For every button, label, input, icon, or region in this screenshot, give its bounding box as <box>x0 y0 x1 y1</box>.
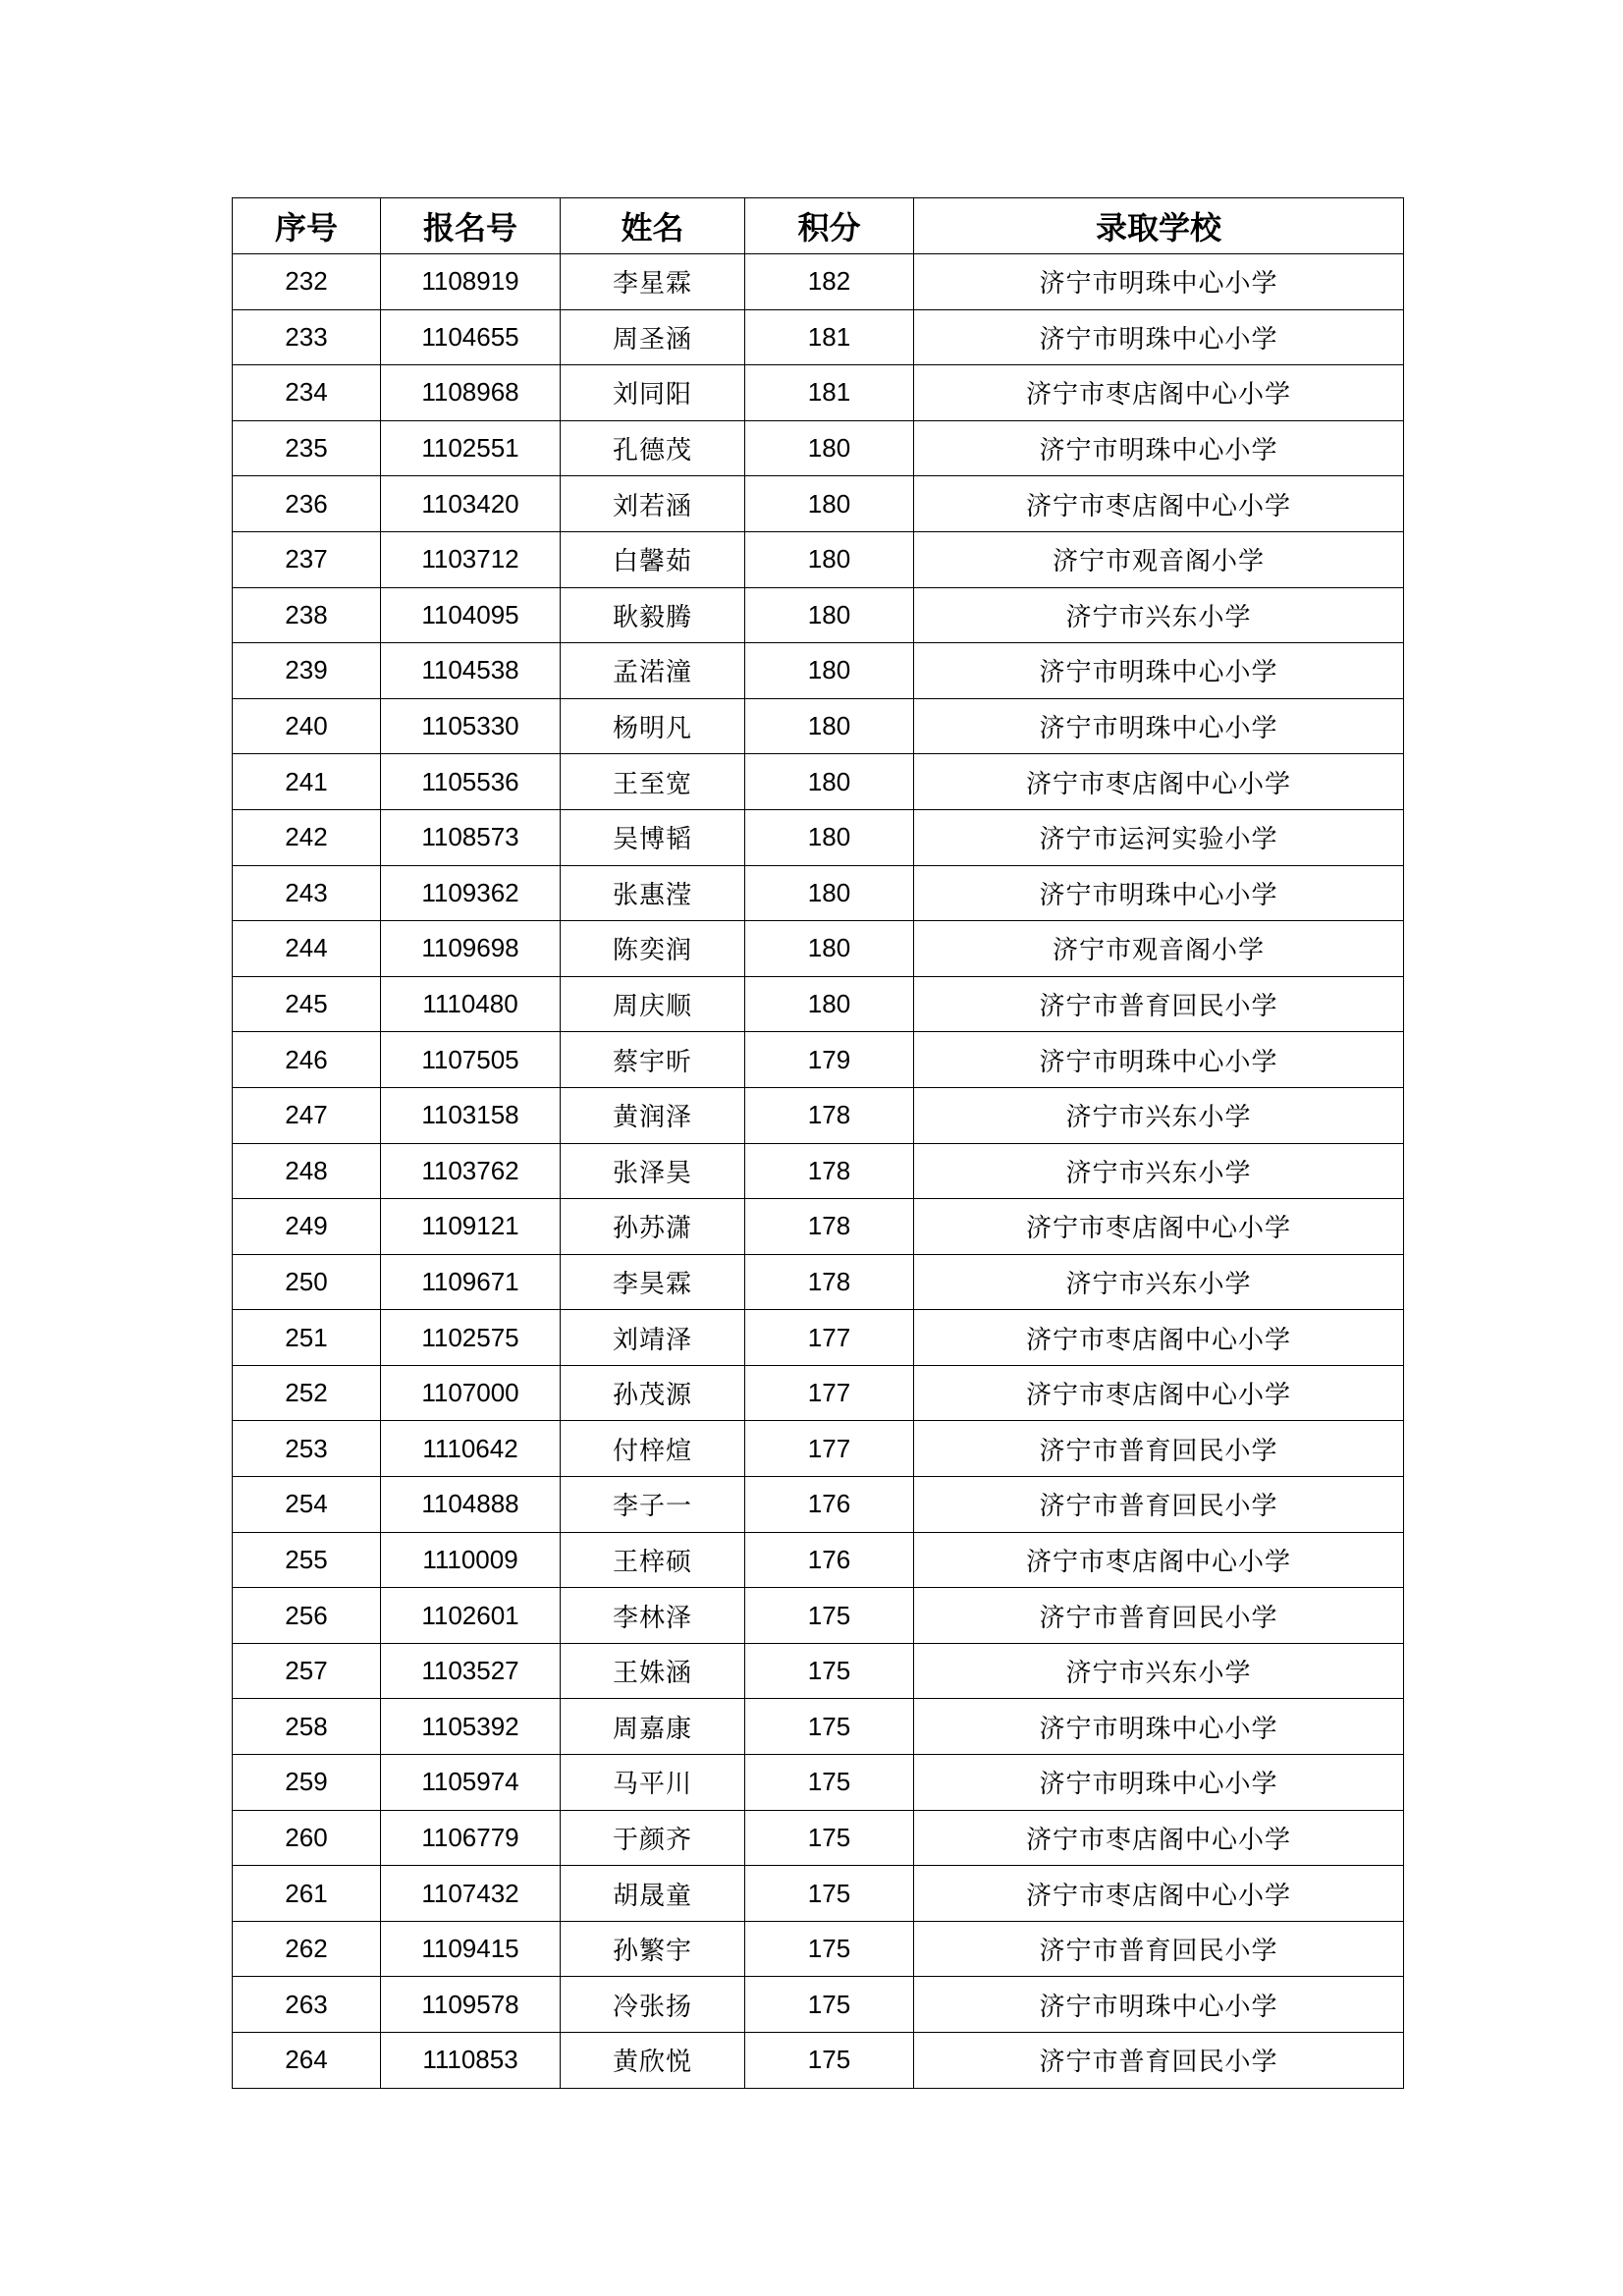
cell-reg-no: 1109578 <box>381 1977 561 2033</box>
table-row <box>233 476 1404 532</box>
cell-school: 济宁市明珠中心小学 <box>914 420 1404 476</box>
cell-name: 周庆顺 <box>561 976 745 1032</box>
cell-index: 260 <box>233 1810 381 1866</box>
cell-score: 180 <box>745 754 914 810</box>
table-row <box>233 1643 1404 1699</box>
table-row <box>233 1087 1404 1143</box>
cell-score: 175 <box>745 1810 914 1866</box>
cell-school: 济宁市枣店阁中心小学 <box>914 1866 1404 1922</box>
cell-reg-no: 1103762 <box>381 1143 561 1199</box>
cell-reg-no: 1104538 <box>381 643 561 699</box>
cell-score: 175 <box>745 1755 914 1811</box>
header-school: 录取学校 <box>914 198 1404 254</box>
table-row <box>233 754 1404 810</box>
cell-index: 238 <box>233 587 381 643</box>
table-row <box>233 1866 1404 1922</box>
cell-reg-no: 1109121 <box>381 1199 561 1255</box>
cell-index: 249 <box>233 1199 381 1255</box>
cell-name: 刘靖泽 <box>561 1310 745 1366</box>
table-row <box>233 1921 1404 1977</box>
cell-score: 177 <box>745 1365 914 1421</box>
cell-score: 182 <box>745 254 914 310</box>
cell-school: 济宁市普育回民小学 <box>914 1477 1404 1533</box>
cell-name: 耿毅腾 <box>561 587 745 643</box>
table-row <box>233 254 1404 310</box>
cell-school: 济宁市枣店阁中心小学 <box>914 1532 1404 1588</box>
cell-index: 263 <box>233 1977 381 2033</box>
cell-index: 254 <box>233 1477 381 1533</box>
cell-index: 246 <box>233 1032 381 1088</box>
cell-score: 180 <box>745 976 914 1032</box>
cell-score: 178 <box>745 1254 914 1310</box>
cell-reg-no: 1108573 <box>381 809 561 865</box>
cell-school: 济宁市兴东小学 <box>914 587 1404 643</box>
table-row <box>233 1977 1404 2033</box>
cell-name: 黄欣悦 <box>561 2033 745 2089</box>
cell-school: 济宁市普育回民小学 <box>914 1588 1404 1644</box>
cell-name: 刘同阳 <box>561 365 745 421</box>
cell-score: 177 <box>745 1421 914 1477</box>
table-row <box>233 809 1404 865</box>
cell-name: 孙繁宇 <box>561 1921 745 1977</box>
cell-reg-no: 1110009 <box>381 1532 561 1588</box>
table-row <box>233 1532 1404 1588</box>
cell-index: 262 <box>233 1921 381 1977</box>
cell-score: 176 <box>745 1532 914 1588</box>
cell-score: 175 <box>745 2033 914 2089</box>
table-row <box>233 1477 1404 1533</box>
cell-score: 175 <box>745 1699 914 1755</box>
admission-table <box>232 197 1404 2089</box>
cell-index: 257 <box>233 1643 381 1699</box>
table-row <box>233 1588 1404 1644</box>
cell-score: 180 <box>745 531 914 587</box>
cell-score: 180 <box>745 587 914 643</box>
cell-index: 239 <box>233 643 381 699</box>
cell-index: 242 <box>233 809 381 865</box>
cell-name: 蔡宇昕 <box>561 1032 745 1088</box>
cell-name: 付梓煊 <box>561 1421 745 1477</box>
cell-reg-no: 1110480 <box>381 976 561 1032</box>
cell-reg-no: 1104655 <box>381 309 561 365</box>
cell-score: 181 <box>745 309 914 365</box>
cell-name: 杨明凡 <box>561 698 745 754</box>
cell-reg-no: 1108968 <box>381 365 561 421</box>
cell-reg-no: 1103712 <box>381 531 561 587</box>
cell-score: 180 <box>745 809 914 865</box>
cell-score: 176 <box>745 1477 914 1533</box>
cell-reg-no: 1109415 <box>381 1921 561 1977</box>
cell-name: 李星霖 <box>561 254 745 310</box>
cell-school: 济宁市普育回民小学 <box>914 1421 1404 1477</box>
table-row <box>233 2033 1404 2089</box>
cell-score: 180 <box>745 921 914 977</box>
table-row <box>233 921 1404 977</box>
cell-reg-no: 1102575 <box>381 1310 561 1366</box>
cell-index: 244 <box>233 921 381 977</box>
cell-name: 黄润泽 <box>561 1087 745 1143</box>
table-row <box>233 1199 1404 1255</box>
table-row <box>233 531 1404 587</box>
cell-reg-no: 1107432 <box>381 1866 561 1922</box>
cell-name: 孙茂源 <box>561 1365 745 1421</box>
cell-score: 175 <box>745 1977 914 2033</box>
cell-name: 周圣涵 <box>561 309 745 365</box>
cell-school: 济宁市普育回民小学 <box>914 976 1404 1032</box>
cell-index: 232 <box>233 254 381 310</box>
cell-school: 济宁市枣店阁中心小学 <box>914 754 1404 810</box>
cell-score: 175 <box>745 1921 914 1977</box>
cell-name: 刘若涵 <box>561 476 745 532</box>
cell-reg-no: 1109698 <box>381 921 561 977</box>
header-reg-no: 报名号 <box>381 198 561 254</box>
cell-score: 178 <box>745 1087 914 1143</box>
table-row <box>233 1254 1404 1310</box>
cell-index: 261 <box>233 1866 381 1922</box>
cell-name: 王姝涵 <box>561 1643 745 1699</box>
table-row <box>233 1365 1404 1421</box>
cell-school: 济宁市明珠中心小学 <box>914 865 1404 921</box>
cell-reg-no: 1105974 <box>381 1755 561 1811</box>
cell-score: 180 <box>745 643 914 699</box>
cell-index: 259 <box>233 1755 381 1811</box>
cell-name: 孔德茂 <box>561 420 745 476</box>
cell-school: 济宁市兴东小学 <box>914 1254 1404 1310</box>
table-row <box>233 1810 1404 1866</box>
cell-name: 马平川 <box>561 1755 745 1811</box>
cell-score: 178 <box>745 1199 914 1255</box>
cell-index: 235 <box>233 420 381 476</box>
cell-school: 济宁市兴东小学 <box>914 1087 1404 1143</box>
cell-reg-no: 1106779 <box>381 1810 561 1866</box>
table-row <box>233 976 1404 1032</box>
table-row <box>233 698 1404 754</box>
table-row <box>233 587 1404 643</box>
cell-reg-no: 1105330 <box>381 698 561 754</box>
cell-school: 济宁市明珠中心小学 <box>914 1699 1404 1755</box>
cell-index: 264 <box>233 2033 381 2089</box>
table-row <box>233 420 1404 476</box>
cell-index: 241 <box>233 754 381 810</box>
cell-reg-no: 1105536 <box>381 754 561 810</box>
cell-school: 济宁市明珠中心小学 <box>914 1977 1404 2033</box>
cell-reg-no: 1110642 <box>381 1421 561 1477</box>
cell-score: 181 <box>745 365 914 421</box>
cell-reg-no: 1109362 <box>381 865 561 921</box>
table-row <box>233 1032 1404 1088</box>
table-header-row <box>233 198 1404 254</box>
cell-score: 177 <box>745 1310 914 1366</box>
cell-school: 济宁市兴东小学 <box>914 1143 1404 1199</box>
cell-school: 济宁市枣店阁中心小学 <box>914 1365 1404 1421</box>
cell-school: 济宁市枣店阁中心小学 <box>914 1199 1404 1255</box>
cell-name: 孙苏潇 <box>561 1199 745 1255</box>
cell-name: 于颜齐 <box>561 1810 745 1866</box>
cell-score: 180 <box>745 420 914 476</box>
cell-index: 256 <box>233 1588 381 1644</box>
cell-index: 233 <box>233 309 381 365</box>
table-row <box>233 365 1404 421</box>
table-row <box>233 643 1404 699</box>
cell-school: 济宁市明珠中心小学 <box>914 698 1404 754</box>
cell-score: 179 <box>745 1032 914 1088</box>
table-row <box>233 309 1404 365</box>
cell-name: 李子一 <box>561 1477 745 1533</box>
cell-school: 济宁市明珠中心小学 <box>914 1755 1404 1811</box>
cell-score: 180 <box>745 698 914 754</box>
cell-reg-no: 1103527 <box>381 1643 561 1699</box>
cell-school: 济宁市普育回民小学 <box>914 2033 1404 2089</box>
cell-index: 234 <box>233 365 381 421</box>
table-row <box>233 1310 1404 1366</box>
cell-name: 张泽昊 <box>561 1143 745 1199</box>
cell-reg-no: 1104888 <box>381 1477 561 1533</box>
cell-index: 258 <box>233 1699 381 1755</box>
cell-index: 251 <box>233 1310 381 1366</box>
cell-score: 180 <box>745 476 914 532</box>
cell-school: 济宁市枣店阁中心小学 <box>914 1810 1404 1866</box>
cell-reg-no: 1102551 <box>381 420 561 476</box>
cell-index: 240 <box>233 698 381 754</box>
header-name: 姓名 <box>561 198 745 254</box>
cell-name: 王梓硕 <box>561 1532 745 1588</box>
cell-reg-no: 1104095 <box>381 587 561 643</box>
cell-school: 济宁市兴东小学 <box>914 1643 1404 1699</box>
table-row <box>233 1421 1404 1477</box>
cell-name: 孟渃潼 <box>561 643 745 699</box>
cell-reg-no: 1107505 <box>381 1032 561 1088</box>
cell-name: 白馨茹 <box>561 531 745 587</box>
cell-name: 王至宽 <box>561 754 745 810</box>
cell-index: 247 <box>233 1087 381 1143</box>
cell-name: 冷张扬 <box>561 1977 745 2033</box>
cell-school: 济宁市枣店阁中心小学 <box>914 365 1404 421</box>
cell-score: 178 <box>745 1143 914 1199</box>
cell-index: 255 <box>233 1532 381 1588</box>
cell-reg-no: 1103420 <box>381 476 561 532</box>
cell-score: 175 <box>745 1866 914 1922</box>
table-row <box>233 1755 1404 1811</box>
cell-school: 济宁市观音阁小学 <box>914 921 1404 977</box>
cell-school: 济宁市明珠中心小学 <box>914 1032 1404 1088</box>
cell-reg-no: 1102601 <box>381 1588 561 1644</box>
cell-score: 175 <box>745 1588 914 1644</box>
cell-index: 245 <box>233 976 381 1032</box>
cell-reg-no: 1103158 <box>381 1087 561 1143</box>
table-row <box>233 1143 1404 1199</box>
cell-reg-no: 1110853 <box>381 2033 561 2089</box>
table-row <box>233 865 1404 921</box>
cell-reg-no: 1105392 <box>381 1699 561 1755</box>
cell-index: 237 <box>233 531 381 587</box>
cell-score: 180 <box>745 865 914 921</box>
cell-index: 250 <box>233 1254 381 1310</box>
table-body <box>233 254 1404 2089</box>
cell-index: 252 <box>233 1365 381 1421</box>
cell-name: 李昊霖 <box>561 1254 745 1310</box>
cell-index: 236 <box>233 476 381 532</box>
cell-name: 胡晟童 <box>561 1866 745 1922</box>
cell-school: 济宁市运河实验小学 <box>914 809 1404 865</box>
cell-reg-no: 1107000 <box>381 1365 561 1421</box>
header-score: 积分 <box>745 198 914 254</box>
cell-school: 济宁市普育回民小学 <box>914 1921 1404 1977</box>
cell-school: 济宁市枣店阁中心小学 <box>914 1310 1404 1366</box>
cell-name: 张惠滢 <box>561 865 745 921</box>
cell-index: 243 <box>233 865 381 921</box>
cell-name: 李林泽 <box>561 1588 745 1644</box>
cell-index: 248 <box>233 1143 381 1199</box>
cell-name: 吴博韬 <box>561 809 745 865</box>
cell-name: 周嘉康 <box>561 1699 745 1755</box>
cell-school: 济宁市观音阁小学 <box>914 531 1404 587</box>
cell-school: 济宁市明珠中心小学 <box>914 254 1404 310</box>
cell-score: 175 <box>745 1643 914 1699</box>
table-row <box>233 1699 1404 1755</box>
cell-index: 253 <box>233 1421 381 1477</box>
cell-reg-no: 1109671 <box>381 1254 561 1310</box>
cell-reg-no: 1108919 <box>381 254 561 310</box>
cell-school: 济宁市明珠中心小学 <box>914 643 1404 699</box>
cell-school: 济宁市明珠中心小学 <box>914 309 1404 365</box>
cell-school: 济宁市枣店阁中心小学 <box>914 476 1404 532</box>
header-index: 序号 <box>233 198 381 254</box>
cell-name: 陈奕润 <box>561 921 745 977</box>
